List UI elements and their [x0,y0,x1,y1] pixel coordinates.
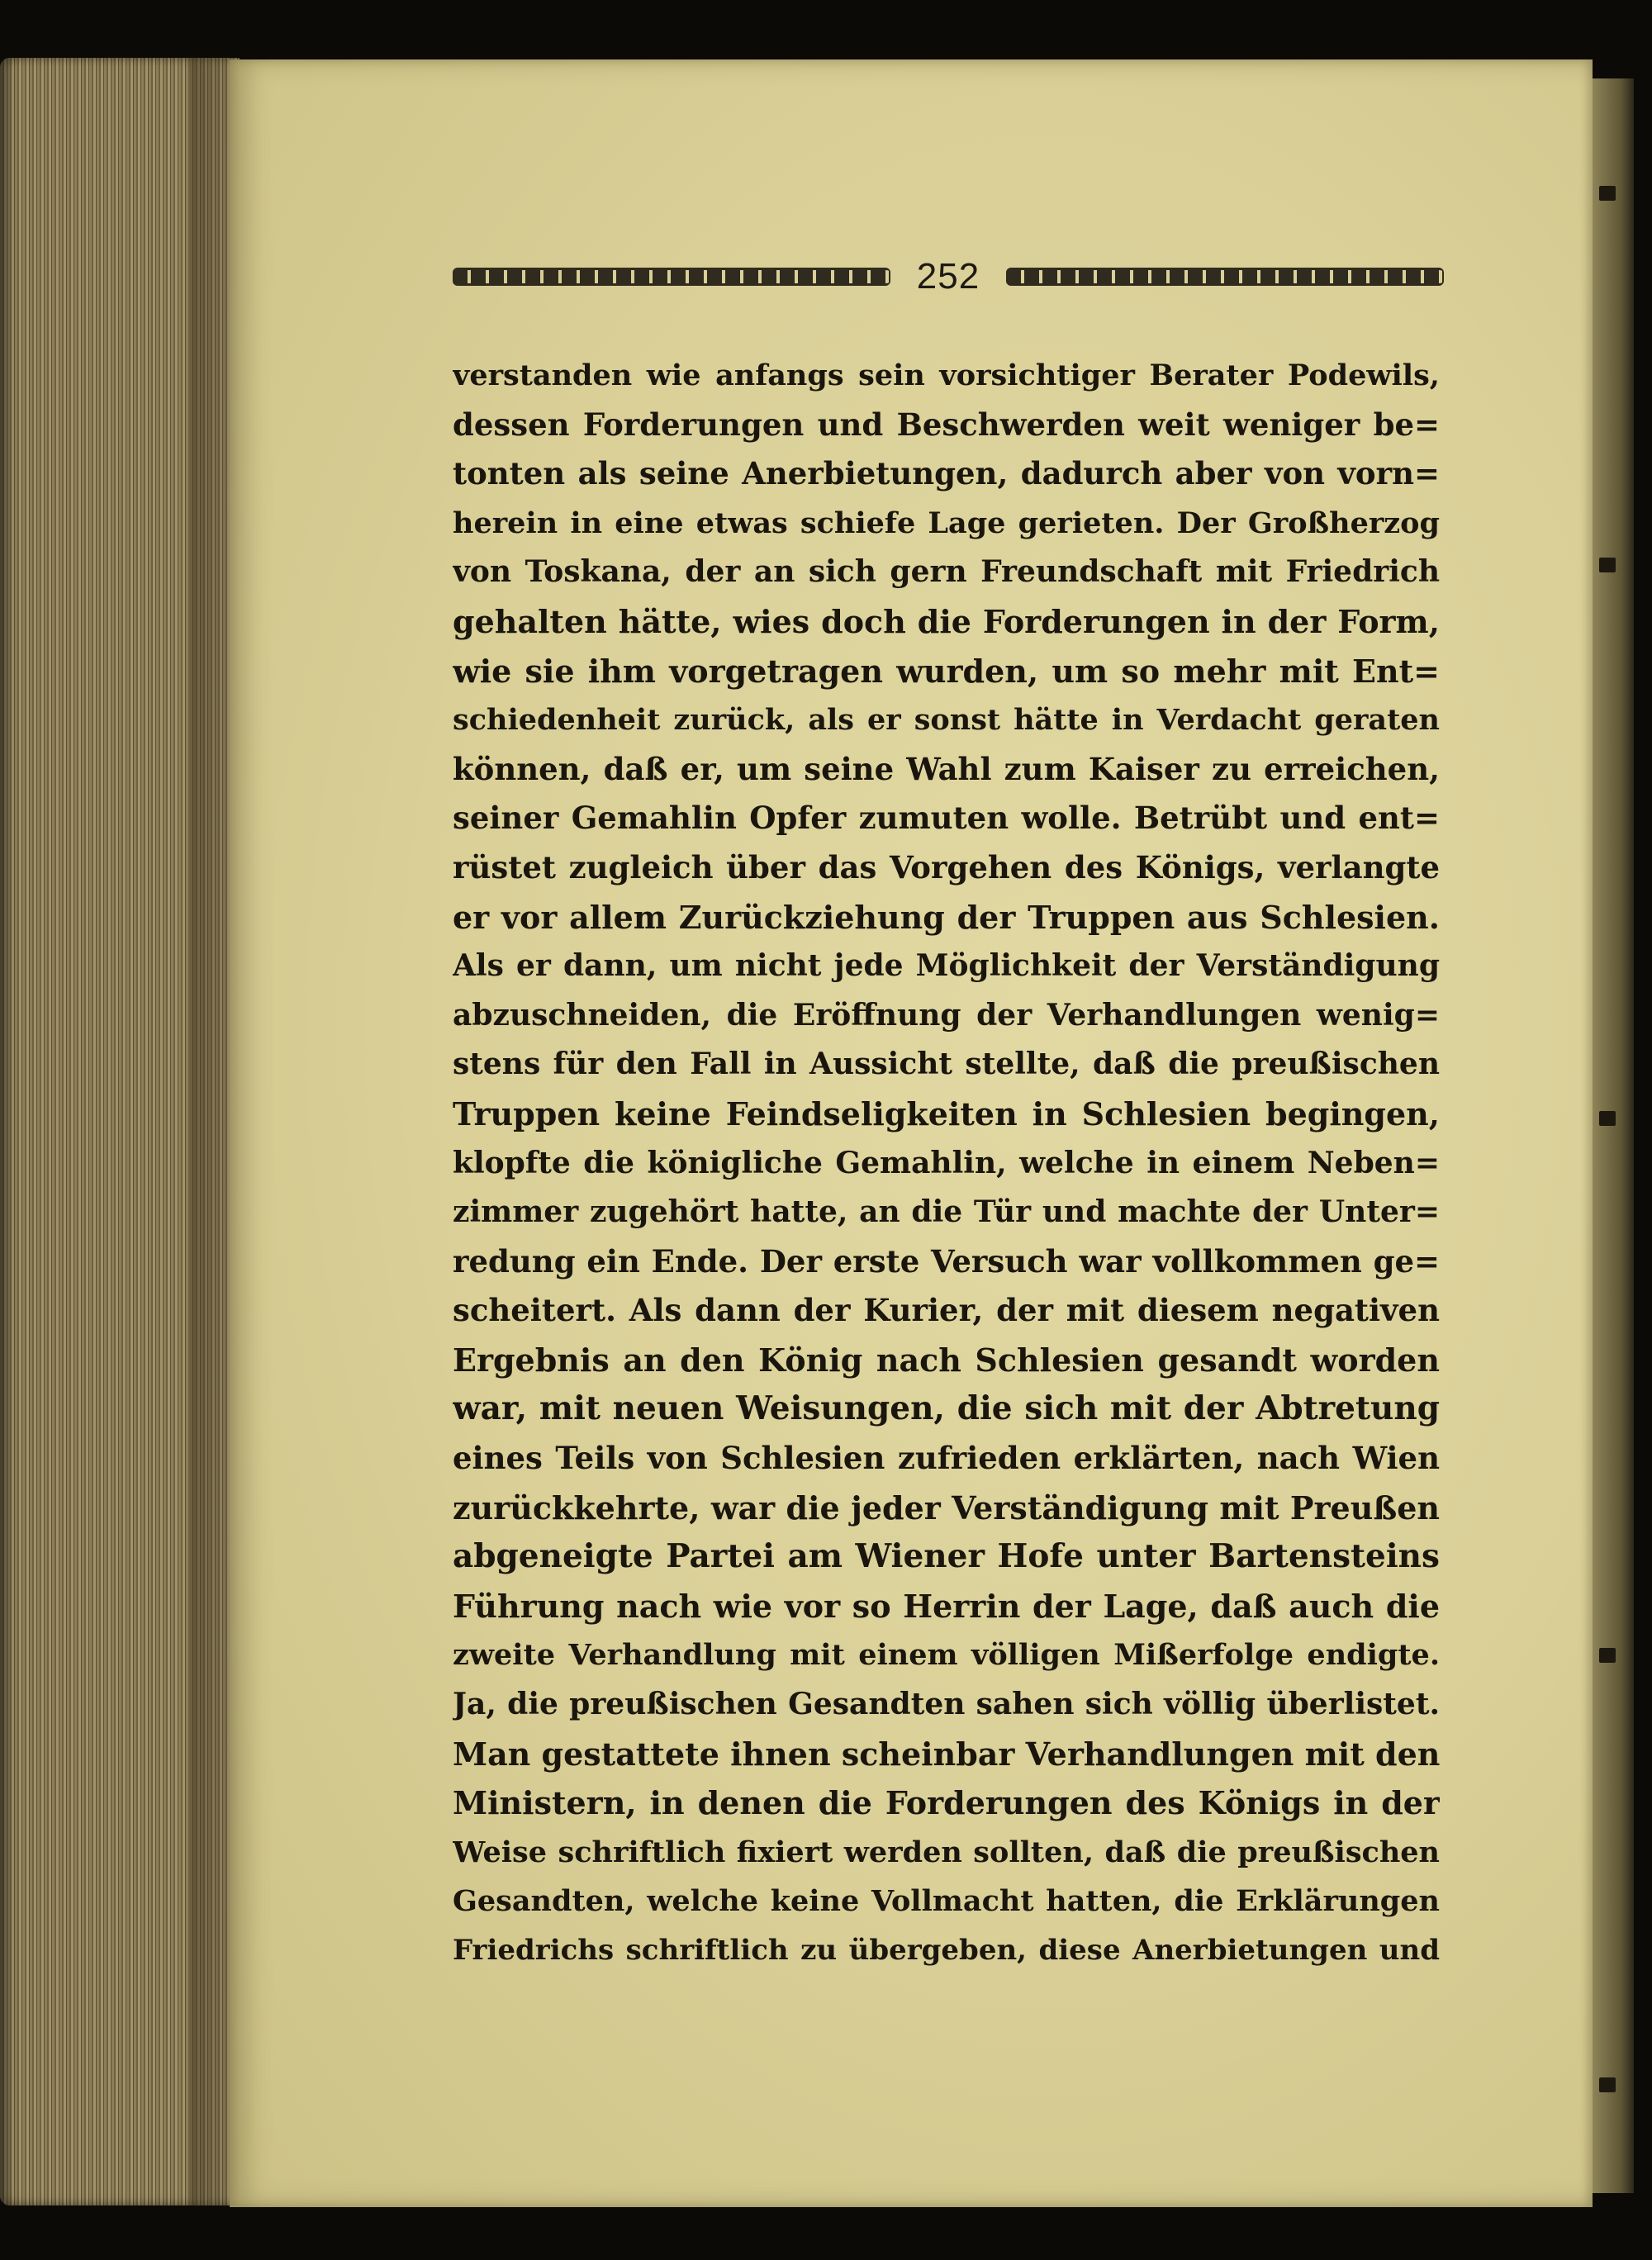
text-line: abzuschneiden, die Eröffnung der Verhandlungen wenig= [453,997,1440,1033]
text-line: scheitert. Als dann der Kurier, der mit diesem negativen [453,1292,1440,1329]
book-cover-edge [1593,78,1634,2193]
text-line: er vor allem Zurückziehung der Truppen aus Schlesien. [453,898,1440,936]
text-line: Gesandten, welche keine Vollmacht hatten, die Erklärungen [453,1884,1440,1919]
gutter-shadow [190,58,240,2205]
text-line: dessen Forderungen und Beschwerden weit weniger be= [453,406,1440,443]
binding-tab [1599,1111,1616,1126]
text-line: Friedrichs schriftlich zu übergeben, diese Anerbietungen und [453,1934,1440,1967]
binding-tab [1599,1648,1616,1663]
text-line: Führung nach wie vor so Herrin der Lage, daß auch die [453,1587,1440,1625]
header-ornament-left [453,268,890,286]
text-line: können, daß er, um seine Wahl zum Kaiser zu erreichen, [453,750,1440,787]
text-line: verstanden wie anfangs sein vorsichtiger Berater Podewils, [453,358,1440,392]
text-line: redung ein Ende. Der erste Versuch war vollkommen ge= [453,1242,1440,1280]
text-line: Man gestattete ihnen scheinbar Verhandlungen mit den [453,1735,1440,1773]
page-number: 252 [916,256,980,297]
header-ornament-right [1006,268,1444,286]
text-line: wie sie ihm vorgetragen wurden, um so mehr mit Ent= [453,652,1440,690]
text-line: Weise schriftlich fixiert werden sollten, daß die preußischen [453,1835,1440,1869]
page-header [453,252,1444,301]
binding-tab [1599,558,1616,572]
binding-tab [1599,186,1616,201]
binding-tab [1599,2077,1616,2092]
text-line: zweite Verhandlung mit einem völligen Mißerfolge endigte. [453,1638,1440,1673]
text-line: klopfte die königliche Gemahlin, welche in einem Neben= [453,1145,1440,1180]
text-line: zurückkehrte, war die jeder Verständigung mit Preußen [453,1488,1440,1526]
text-line: eines Teils von Schlesien zufrieden erklärten, nach Wien [453,1440,1440,1477]
text-line: tonten als seine Anerbietungen, dadurch aber von vorn= [453,455,1440,492]
text-line: abgeneigte Partei am Wiener Hofe unter Bartensteins [453,1537,1440,1576]
text-line: zimmer zugehört hatte, an die Tür und machte der Unter= [453,1194,1440,1230]
text-line: rüstet zugleich über das Vorgehen des Königs, verlangte [453,848,1440,885]
text-line: Als er dann, um nicht jede Möglichkeit der Verständigung [453,948,1440,984]
text-line: von Toskana, der an sich gern Freundschaft mit Friedrich [453,554,1440,590]
text-line: herein in eine etwas schiefe Lage gerieten. Der Großherzog [453,506,1440,540]
text-line: Truppen keine Feindseligkeiten in Schlesien begingen, [453,1094,1440,1132]
text-line: seiner Gemahlin Opfer zumuten wolle. Betrübt und ent= [453,800,1440,837]
body-text [453,351,1440,1976]
text-line: war, mit neuen Weisungen, die sich mit der Abtretung [453,1389,1440,1428]
text-line: Ministern, in denen die Forderungen des Königs in der [453,1784,1440,1822]
text-line: gehalten hätte, wies doch die Forderungen in der Form, [453,602,1440,640]
text-line: Ergebnis an den König nach Schlesien gesandt worden [453,1341,1440,1379]
text-line: schiedenheit zurück, als er sonst hätte in Verdacht geraten [453,703,1440,738]
text-line: Ja, die preußischen Gesandten sahen sich völlig überlistet. [453,1687,1440,1722]
text-line: stens für den Fall in Aussicht stellte, daß die preußischen [453,1047,1440,1082]
